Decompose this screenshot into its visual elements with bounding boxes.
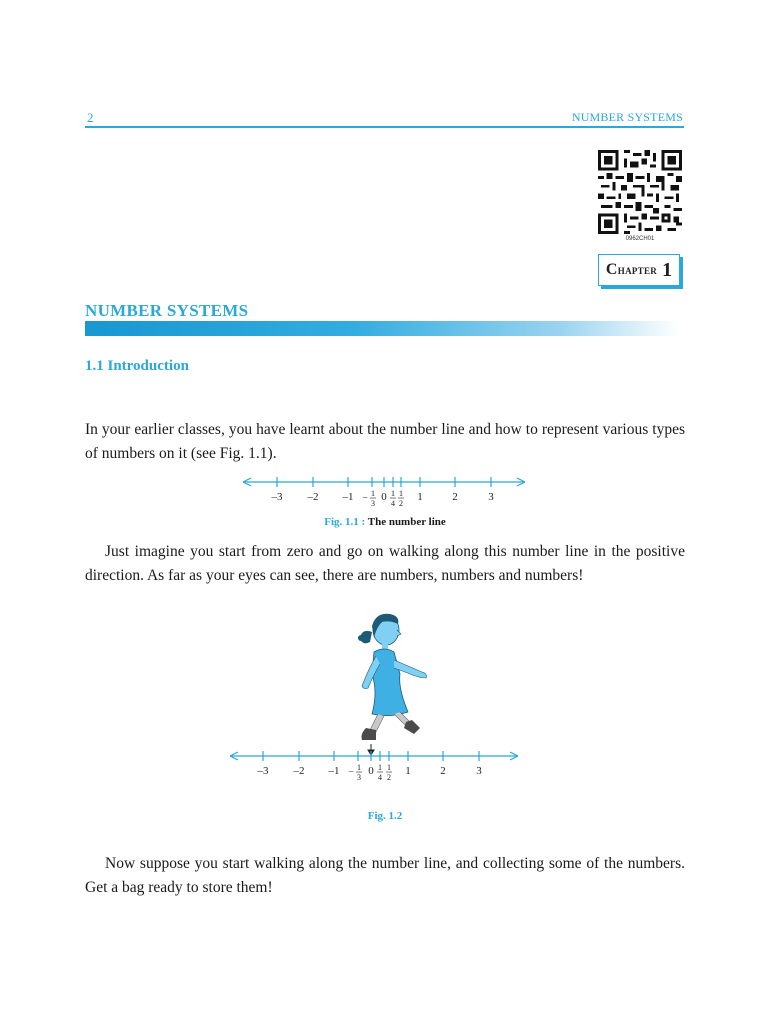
chapter-number: 1: [662, 258, 673, 281]
figure-1-title: The number line: [367, 516, 446, 528]
tick-label: –3: [257, 765, 269, 777]
fraction-numerator: 1: [399, 489, 403, 498]
tick-label: 2: [452, 491, 458, 503]
fraction-numerator: 1: [387, 763, 391, 772]
qr-code-icon: [598, 150, 682, 234]
tick-label: 1: [405, 765, 411, 777]
chapter-title: NUMBER SYSTEMS: [85, 301, 249, 320]
chapter-word: Chapter: [605, 261, 658, 278]
tick-label: 2: [440, 765, 446, 777]
header-rule: [85, 126, 684, 128]
fraction-numerator: 1: [371, 489, 375, 498]
tick-label: –1: [342, 491, 354, 503]
qr-code-label: 0962CH01: [625, 236, 655, 242]
number-line-figure-2: [218, 744, 538, 786]
figure-2-caption: [235, 810, 535, 822]
page-number: 2: [87, 110, 94, 125]
fraction-denominator: 3: [357, 773, 361, 782]
tick-label: 0: [368, 765, 374, 777]
fraction-sign: –: [362, 492, 368, 502]
paragraph-collecting: Now suppose you start walking along the number line, and collecting some of the numbers. Get a bag ready to store them!: [85, 855, 685, 896]
walking-girl-illustration: [350, 608, 442, 756]
figure-2-label: Fig. 1.2: [367, 810, 403, 822]
tick-label: –2: [307, 491, 319, 503]
tick-label: 3: [476, 765, 482, 777]
fraction-numerator: 1: [378, 763, 382, 772]
paragraph-intro: In your earlier classes, you have learnt about the number line and how to represent various types of numbers on it (see Fig. 1.1).: [85, 421, 685, 462]
paragraph-walking: Just imagine you start from zero and go on walking along this number line in the positive direction. As far as your eyes can see, there are numbers, numbers and numbers!: [85, 543, 685, 584]
fraction-denominator: 3: [371, 499, 375, 508]
tick-label: –1: [328, 765, 340, 777]
fraction-sign: –: [348, 766, 354, 776]
tick-label: 3: [488, 491, 494, 503]
fraction-numerator: 1: [357, 763, 361, 772]
fraction-denominator: 4: [391, 499, 395, 508]
number-line-figure-1: [235, 474, 535, 512]
section-title: 1.1 Introduction: [85, 358, 189, 374]
chapter-box: [598, 254, 680, 286]
tick-label: 0: [381, 491, 387, 503]
tick-label: –3: [271, 491, 283, 503]
title-gradient-bar: [85, 321, 679, 336]
tick-label: –2: [293, 765, 305, 777]
tick-label: 1: [417, 491, 423, 503]
fraction-denominator: 2: [387, 773, 391, 782]
figure-1-label: Fig. 1.1 :: [324, 516, 366, 528]
fraction-denominator: 2: [399, 499, 403, 508]
fraction-denominator: 4: [378, 773, 382, 782]
fraction-numerator: 1: [391, 489, 395, 498]
running-title: NUMBER SYSTEMS: [571, 110, 683, 124]
figure-1-caption: [235, 516, 535, 528]
